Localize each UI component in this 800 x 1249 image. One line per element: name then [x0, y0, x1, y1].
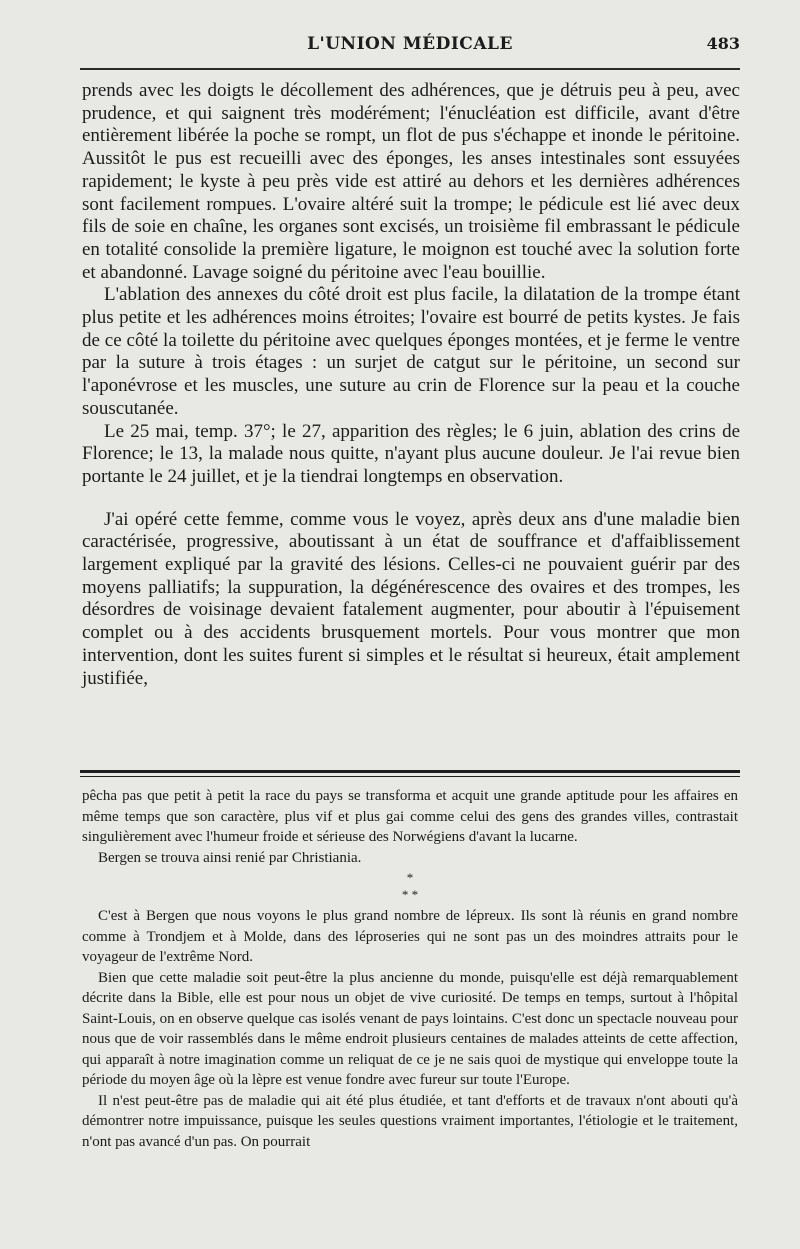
footnote-paragraph: Bergen se trouva ainsi renié par Christiania.: [98, 849, 362, 866]
journal-title: L'UNION MÉDICALE: [307, 34, 513, 54]
footnote-paragraph: C'est à Bergen que nous voyons le plus grand nombre de lépreux. Ils sont là réunis en grand nombre comme à Trondjem et à Molde, dans des léproseries qui ne sont pas un des moindres attraits pour le voyageur de l'extrême Nord.: [82, 908, 738, 965]
header-rule: [80, 68, 740, 70]
main-paragraph: Le 25 mai, temp. 37°; le 27, apparition des règles; le 6 juin, ablation des crins de Florence; le 13, la malade nous quitte, n'ayant plus aucune douleur. Je l'ai revue bien portante le 24 juillet, et je la tiendrai longtemps en observation.: [82, 420, 740, 487]
main-text: [82, 80, 740, 690]
footnote-paragraph: Bien que cette maladie soit peut-être la plus ancienne du monde, puisqu'elle est déjà remarquablement décrite dans la Bible, elle est pour nous un objet de vive curiosité. De temps en temps, surtout à l'hôpital Saint-Louis, on en observe quelque cas isolés venant de pays lointains. C'est donc un spectacle nouveau pour nous que de voir rassemblés dans le même endroit plusieurs centaines de malades atteints de cette affection, qui apparaît à notre imagination comme un reliquat de ce je ne sais quoi de mystique qui enveloppe toute la période du moyen âge où la lèpre est venue fondre avec fureur sur toute l'Europe.: [82, 969, 738, 1088]
footnote-paragraph: Il n'est peut-être pas de maladie qui ait été plus étudiée, et tant d'efforts et de travaux n'ont abouti qu'à démontrer notre impuissance, puisque les seules questions vraiment importantes, l'étiologie et le traitement, n'ont pas avancé d'un pas. On pourrait: [82, 1092, 738, 1150]
asterism-top: *: [406, 870, 414, 885]
footnote-paragraph: pêcha pas que petit à petit la race du pays se transforma et acquit une grande aptitude pour les affaires en même temps que son caractère, plus vif et plus gai comme celui des gens des grandes villes, contrastait singulièrement avec l'humeur froide et sérieuse des Norwégiens d'avant la lucarne.: [82, 788, 738, 845]
footnote-rule-thick: [80, 770, 740, 773]
asterism-bottom: * *: [401, 887, 419, 902]
footnote-rule-thin: [80, 776, 740, 777]
running-head: [80, 34, 740, 64]
main-paragraph: J'ai opéré cette femme, comme vous le voyez, après deux ans d'une maladie bien caractérisée, progressive, aboutissant à un état de souffrance et d'affaiblissement largement expliqué par la gravité des lésions. Celles-ci ne pouvaient guérir par des moyens palliatifs; la suppuration, la dégénérescence des ovaires et des trompes, les désordres de voisinage devaient fatalement augmenter, pour aboutir à l'épuisement complet ou à des accidents brusquement mortels. Pour vous montrer que mon intervention, dont les suites furent si simples et le résultat si heureux, était amplement justifiée,: [82, 508, 740, 689]
footnote-feuilleton: [82, 786, 738, 1152]
main-paragraph: L'ablation des annexes du côté droit est plus facile, la dilatation de la trompe étant plus petite et les adhérences moins étroites; l'ovaire est bourré de petits kystes. Je fais de ce côté la toilette du péritoine avec quelques éponges montées, et je ferme le ventre par la suture à trois étages : un surjet de catgut sur le péritoine, un second sur l'aponévrose et les muscles, une suture au crin de Florence sur la peau et la couche souscutanée.: [82, 284, 740, 419]
main-paragraph: prends avec les doigts le décollement des adhérences, que je détruis peu à peu, avec prudence, et qui saignent très modérément; l'énucléation est difficile, avant d'être entièrement libérée la poche se rompt, un flot de pus s'échappe et inonde le péritoine. Aussitôt le pus est recueilli avec des éponges, les anses intestinales sont essuyées rapidement; le kyste à peu près vide est attiré au dehors et les dernières adhérences sont facilement rompues. L'ovaire altéré suit la trompe; le pédicule est lié avec deux fils de soie en chaîne, les organes sont excisés, un troisième fil embrassant le pédicule en totalité consolide la première ligature, le moignon est touché avec la solution forte et abandonné. Lavage soigné du péritoine avec l'eau bouillie.: [82, 80, 740, 283]
page-number: 483: [706, 34, 740, 53]
